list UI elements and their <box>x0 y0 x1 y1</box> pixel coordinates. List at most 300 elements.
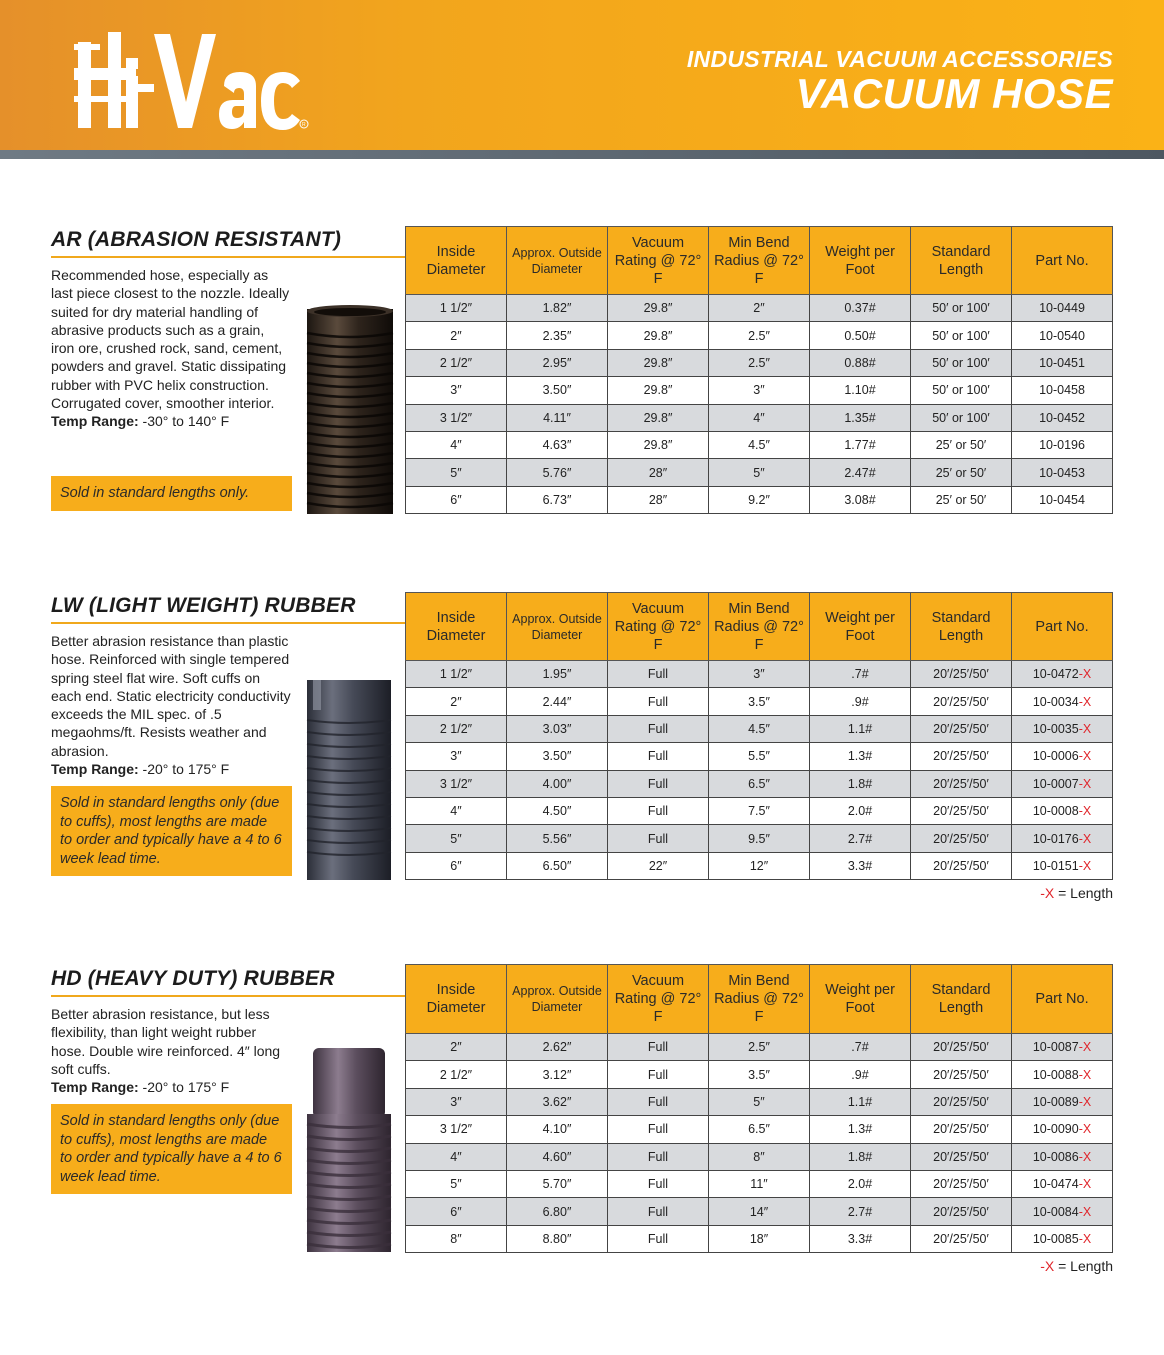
cell-weight-per-foot <box>810 743 911 770</box>
table-row <box>406 715 1113 742</box>
cell-weight-per-foot <box>810 322 911 349</box>
cell-vacuum-rating <box>608 1170 709 1197</box>
description-text: Better abrasion resistance than plastic hose. Reinforced with single tempered spring steel flat wire. Soft cuffs on each end. Static electricity conductivity exceeds the MIL spec. of .5 megaohms/ft. Resists weather and abrasion. <box>51 633 291 759</box>
inside-diameter-value: 4″ <box>450 804 462 819</box>
table-row <box>406 1034 1113 1061</box>
cell-min-bend-radius <box>709 1088 810 1115</box>
standard-length-value: 20′/25′/50′ <box>933 1067 989 1082</box>
table-body <box>406 661 1113 880</box>
min-bend-radius-value: 2.5″ <box>748 1040 770 1055</box>
cell-outside-diameter <box>507 377 608 404</box>
outside-diameter-value: 8.80″ <box>542 1231 572 1246</box>
table-row <box>406 770 1113 797</box>
table-row <box>406 1170 1113 1197</box>
cell-min-bend-radius <box>709 1198 810 1225</box>
cell-weight-per-foot <box>810 825 911 852</box>
part-no-value: 10-0474 <box>1032 1177 1079 1192</box>
cell-inside-diameter <box>406 1143 507 1170</box>
col-inside-diameter: Inside Diameter <box>406 965 507 1034</box>
cell-standard-length <box>911 459 1012 486</box>
standard-length-value: 20′/25′/50′ <box>933 1204 989 1219</box>
cell-vacuum-rating <box>608 770 709 797</box>
cell-part-no <box>1012 770 1113 797</box>
weight-per-foot-value: 2.0# <box>847 1177 873 1192</box>
length-legend <box>1040 885 1113 901</box>
cell-outside-diameter <box>507 661 608 688</box>
legend-text: = Length <box>1054 885 1113 901</box>
col-standard-length: Standard Length <box>911 227 1012 295</box>
part-no-value: 10-0086 <box>1032 1149 1079 1164</box>
part-no-value: 10-0196 <box>1039 438 1085 453</box>
cell-vacuum-rating <box>608 1034 709 1061</box>
section-rule <box>51 622 406 624</box>
cell-min-bend-radius <box>709 486 810 513</box>
standard-length-value: 20′/25′/50′ <box>933 858 989 873</box>
cell-outside-diameter <box>507 431 608 458</box>
col-outside-diameter: Approx. Outside Diameter <box>507 965 608 1034</box>
hd-spec-table <box>405 964 1113 1253</box>
outside-diameter-value: 6.73″ <box>542 492 572 507</box>
standard-length-value: 50′ or 100′ <box>932 410 990 425</box>
weight-per-foot-value: 1.35# <box>844 410 876 425</box>
cell-min-bend-radius <box>709 295 810 322</box>
table-row <box>406 377 1113 404</box>
temp-range-value: -30° to 140° F <box>142 413 230 430</box>
col-inside-diameter: Inside Diameter <box>406 227 507 295</box>
cell-outside-diameter <box>507 404 608 431</box>
col-part-no: Part No. <box>1012 593 1113 661</box>
standard-length-value: 20′/25′/50′ <box>933 1040 989 1055</box>
length-suffix: -X <box>1078 1040 1092 1055</box>
min-bend-radius-value: 4.5″ <box>748 438 770 453</box>
cell-weight-per-foot <box>810 1225 911 1252</box>
cell-part-no <box>1012 459 1113 486</box>
cell-outside-diameter <box>507 1116 608 1143</box>
cell-part-no <box>1012 825 1113 852</box>
inside-diameter-value: 2 1/2″ <box>439 1067 473 1082</box>
table-row <box>406 431 1113 458</box>
section-description <box>51 632 291 778</box>
standard-length-value: 20′/25′/50′ <box>933 694 989 709</box>
length-suffix: -X <box>1078 1204 1092 1219</box>
cell-vacuum-rating <box>608 1143 709 1170</box>
standard-length-value: 20′/25′/50′ <box>933 1177 989 1192</box>
table-row <box>406 688 1113 715</box>
part-no-value: 10-0454 <box>1039 492 1085 507</box>
min-bend-radius-value: 4″ <box>753 410 765 425</box>
weight-per-foot-value: 2.7# <box>847 1204 873 1219</box>
length-suffix: -X <box>1078 749 1092 764</box>
standard-length-value: 50′ or 100′ <box>932 301 990 316</box>
table-row <box>406 743 1113 770</box>
cell-standard-length <box>911 1170 1012 1197</box>
cell-min-bend-radius <box>709 852 810 879</box>
outside-diameter-value: 2.44″ <box>542 694 572 709</box>
cell-inside-diameter <box>406 431 507 458</box>
cell-outside-diameter <box>507 295 608 322</box>
cell-inside-diameter <box>406 1198 507 1225</box>
part-no-value: 10-0452 <box>1039 410 1085 425</box>
inside-diameter-value: 2″ <box>450 328 462 343</box>
cell-part-no <box>1012 322 1113 349</box>
inside-diameter-value: 3″ <box>450 749 462 764</box>
standard-length-value: 50′ or 100′ <box>932 328 990 343</box>
length-suffix: -X <box>1078 667 1092 682</box>
weight-per-foot-value: 3.08# <box>844 492 876 507</box>
cell-standard-length <box>911 715 1012 742</box>
cell-inside-diameter <box>406 295 507 322</box>
vacuum-rating-value: 22″ <box>648 858 668 873</box>
cell-standard-length <box>911 743 1012 770</box>
length-suffix: -X <box>1078 858 1092 873</box>
header-title: VACUUM HOSE <box>795 70 1113 117</box>
cell-inside-diameter <box>406 1116 507 1143</box>
col-min-bend-radius: Min Bend Radius @ 72° F <box>709 593 810 661</box>
weight-per-foot-value: 2.7# <box>847 831 873 846</box>
part-no-value: 10-0458 <box>1039 383 1085 398</box>
table-row <box>406 825 1113 852</box>
vacuum-rating-value: Full <box>647 1177 669 1192</box>
part-no-value: 10-0087 <box>1032 1040 1079 1055</box>
min-bend-radius-value: 5″ <box>753 465 765 480</box>
inside-diameter-value: 5″ <box>450 1177 462 1192</box>
min-bend-radius-value: 12″ <box>749 858 769 873</box>
cell-outside-diameter <box>507 1034 608 1061</box>
section-description <box>51 266 291 431</box>
weight-per-foot-value: .7# <box>851 1040 869 1055</box>
weight-per-foot-value: 2.0# <box>847 804 873 819</box>
standard-length-value: 25′ or 50′ <box>935 492 987 507</box>
min-bend-radius-value: 18″ <box>749 1231 769 1246</box>
vacuum-rating-value: Full <box>647 694 669 709</box>
outside-diameter-value: 5.70″ <box>542 1177 572 1192</box>
standard-length-value: 20′/25′/50′ <box>933 667 989 682</box>
cell-standard-length <box>911 431 1012 458</box>
table-row <box>406 1225 1113 1252</box>
inside-diameter-value: 6″ <box>450 492 462 507</box>
vacuum-rating-value: Full <box>647 1149 669 1164</box>
cell-vacuum-rating <box>608 715 709 742</box>
outside-diameter-value: 2.62″ <box>542 1040 572 1055</box>
outside-diameter-value: 5.56″ <box>542 831 572 846</box>
table-body <box>406 295 1113 514</box>
cell-vacuum-rating <box>608 1116 709 1143</box>
cell-outside-diameter <box>507 349 608 376</box>
cell-weight-per-foot <box>810 349 911 376</box>
min-bend-radius-value: 11″ <box>750 1177 768 1192</box>
table-row <box>406 1143 1113 1170</box>
inside-diameter-value: 8″ <box>450 1231 462 1246</box>
vacuum-rating-value: Full <box>647 721 669 736</box>
min-bend-radius-value: 4.5″ <box>748 721 770 736</box>
ar-hose-image <box>303 303 396 514</box>
inside-diameter-value: 1 1/2″ <box>439 667 473 682</box>
part-no-value: 10-0088 <box>1032 1067 1079 1082</box>
length-suffix: -X <box>1078 1177 1092 1192</box>
vacuum-rating-value: Full <box>647 776 669 791</box>
length-suffix: -X <box>1078 1231 1092 1246</box>
cell-inside-diameter <box>406 797 507 824</box>
weight-per-foot-value: 1.8# <box>847 1149 873 1164</box>
outside-diameter-value: 2.95″ <box>542 355 572 370</box>
cell-min-bend-radius <box>709 431 810 458</box>
vacuum-rating-value: 29.8″ <box>643 301 673 316</box>
outside-diameter-value: 4.63″ <box>542 438 572 453</box>
outside-diameter-value: 4.00″ <box>542 776 572 791</box>
length-suffix: -X <box>1078 1149 1092 1164</box>
cell-weight-per-foot <box>810 459 911 486</box>
cell-weight-per-foot <box>810 1198 911 1225</box>
cell-inside-diameter <box>406 770 507 797</box>
table-row <box>406 322 1113 349</box>
cell-vacuum-rating <box>608 1198 709 1225</box>
cell-part-no <box>1012 661 1113 688</box>
cell-min-bend-radius <box>709 715 810 742</box>
cell-weight-per-foot <box>810 688 911 715</box>
outside-diameter-value: 3.62″ <box>542 1094 572 1109</box>
col-standard-length: Standard Length <box>911 593 1012 661</box>
cell-standard-length <box>911 1088 1012 1115</box>
page-header <box>0 0 1164 150</box>
cell-part-no <box>1012 688 1113 715</box>
vacuum-rating-value: 29.8″ <box>643 383 673 398</box>
cell-weight-per-foot <box>810 1061 911 1088</box>
cell-standard-length <box>911 1198 1012 1225</box>
temp-range-value: -20° to 175° F <box>142 761 230 778</box>
cell-min-bend-radius <box>709 1116 810 1143</box>
cell-inside-diameter <box>406 486 507 513</box>
vacuum-rating-value: 29.8″ <box>643 410 673 425</box>
ar-spec-table <box>405 226 1113 514</box>
table-row <box>406 1116 1113 1143</box>
col-standard-length: Standard Length <box>911 965 1012 1034</box>
svg-text:R: R <box>302 122 306 128</box>
cell-vacuum-rating <box>608 661 709 688</box>
cell-weight-per-foot <box>810 661 911 688</box>
cell-vacuum-rating <box>608 1088 709 1115</box>
cell-standard-length <box>911 825 1012 852</box>
weight-per-foot-value: 2.47# <box>844 465 876 480</box>
weight-per-foot-value: 1.3# <box>847 749 873 764</box>
cell-part-no <box>1012 1143 1113 1170</box>
vacuum-rating-value: 28″ <box>648 465 668 480</box>
outside-diameter-value: 3.50″ <box>542 383 572 398</box>
length-suffix: -X <box>1078 721 1092 736</box>
cell-part-no <box>1012 715 1113 742</box>
cell-inside-diameter <box>406 852 507 879</box>
cell-standard-length <box>911 377 1012 404</box>
min-bend-radius-value: 7.5″ <box>748 804 770 819</box>
vacuum-rating-value: Full <box>647 804 669 819</box>
cell-vacuum-rating <box>608 825 709 852</box>
min-bend-radius-value: 3.5″ <box>748 1067 770 1082</box>
inside-diameter-value: 3 1/2″ <box>439 776 473 791</box>
cell-weight-per-foot <box>810 377 911 404</box>
lw-hose-image <box>303 676 396 880</box>
vacuum-rating-value: Full <box>647 831 669 846</box>
section-rule <box>51 995 406 997</box>
weight-per-foot-value: 1.8# <box>847 776 873 791</box>
part-no-value: 10-0540 <box>1039 328 1085 343</box>
length-suffix: -X <box>1078 776 1092 791</box>
part-no-value: 10-0090 <box>1032 1122 1079 1137</box>
legend-text: = Length <box>1054 1258 1113 1274</box>
cell-vacuum-rating <box>608 431 709 458</box>
cell-min-bend-radius <box>709 377 810 404</box>
min-bend-radius-value: 3″ <box>753 667 765 682</box>
col-outside-diameter: Approx. Outside Diameter <box>507 593 608 661</box>
cell-vacuum-rating <box>608 852 709 879</box>
header-divider-bar <box>0 150 1164 159</box>
cell-vacuum-rating <box>608 688 709 715</box>
cell-part-no <box>1012 743 1113 770</box>
table-row <box>406 1088 1113 1115</box>
cell-standard-length <box>911 486 1012 513</box>
cell-inside-diameter <box>406 688 507 715</box>
cell-weight-per-foot <box>810 1116 911 1143</box>
cell-min-bend-radius <box>709 1170 810 1197</box>
inside-diameter-value: 6″ <box>450 858 462 873</box>
min-bend-radius-value: 9.5″ <box>748 831 770 846</box>
cell-vacuum-rating <box>608 322 709 349</box>
outside-diameter-value: 6.50″ <box>542 858 572 873</box>
cell-part-no <box>1012 1225 1113 1252</box>
col-vacuum-rating: Vacuum Rating @ 72° F <box>608 227 709 295</box>
min-bend-radius-value: 14″ <box>749 1204 769 1219</box>
outside-diameter-value: 4.10″ <box>542 1122 572 1137</box>
cell-inside-diameter <box>406 715 507 742</box>
cell-outside-diameter <box>507 1225 608 1252</box>
length-suffix: -X <box>1078 831 1092 846</box>
inside-diameter-value: 4″ <box>450 1149 462 1164</box>
vacuum-rating-value: Full <box>647 1204 669 1219</box>
inside-diameter-value: 3″ <box>450 1094 462 1109</box>
cell-vacuum-rating <box>608 743 709 770</box>
inside-diameter-value: 3 1/2″ <box>439 410 473 425</box>
vacuum-rating-value: 29.8″ <box>643 328 673 343</box>
cell-min-bend-radius <box>709 743 810 770</box>
part-no-value: 10-0034 <box>1032 694 1079 709</box>
cell-weight-per-foot <box>810 852 911 879</box>
length-suffix: -X <box>1078 1094 1092 1109</box>
cell-vacuum-rating <box>608 377 709 404</box>
vacuum-rating-value: Full <box>647 1231 669 1246</box>
cell-weight-per-foot <box>810 715 911 742</box>
cell-standard-length <box>911 404 1012 431</box>
weight-per-foot-value: 1.1# <box>847 721 873 736</box>
outside-diameter-value: 1.95″ <box>542 667 572 682</box>
cell-weight-per-foot <box>810 1143 911 1170</box>
outside-diameter-value: 6.80″ <box>542 1204 572 1219</box>
standard-length-value: 20′/25′/50′ <box>933 804 989 819</box>
weight-per-foot-value: 0.88# <box>844 355 876 370</box>
cell-vacuum-rating <box>608 459 709 486</box>
cell-inside-diameter <box>406 1088 507 1115</box>
min-bend-radius-value: 9.2″ <box>748 492 770 507</box>
cell-weight-per-foot <box>810 770 911 797</box>
temp-range-label: Temp Range: <box>51 413 139 430</box>
col-min-bend-radius: Min Bend Radius @ 72° F <box>709 227 810 295</box>
cell-min-bend-radius <box>709 349 810 376</box>
cell-part-no <box>1012 404 1113 431</box>
vacuum-rating-value: Full <box>647 1094 669 1109</box>
cell-inside-diameter <box>406 1225 507 1252</box>
cell-inside-diameter <box>406 322 507 349</box>
standard-length-value: 50′ or 100′ <box>932 355 990 370</box>
section-rule <box>51 256 406 258</box>
table-row <box>406 459 1113 486</box>
cell-inside-diameter <box>406 377 507 404</box>
sold-note: Sold in standard lengths only (due to cuffs), most lengths are made to order and typically have a 4 to 6 week lead time. <box>51 1104 292 1194</box>
length-legend <box>1040 1258 1113 1274</box>
cell-inside-diameter <box>406 404 507 431</box>
description-text: Recommended hose, especially as last piece closest to the nozzle. Ideally suited for dry material handling of abrasive products such as a grain, iron ore, crushed rock, sand, cement, powders and gravel. Static dissipating rubber with PVC helix construction. Corrugated cover, smoother interior. <box>51 267 290 412</box>
cell-min-bend-radius <box>709 1143 810 1170</box>
cell-outside-diameter <box>507 459 608 486</box>
cell-part-no <box>1012 852 1113 879</box>
weight-per-foot-value: 0.37# <box>844 301 876 316</box>
part-no-value: 10-0176 <box>1032 831 1079 846</box>
cell-standard-length <box>911 295 1012 322</box>
inside-diameter-value: 4″ <box>450 438 462 453</box>
cell-outside-diameter <box>507 797 608 824</box>
sold-note: Sold in standard lengths only. <box>51 476 292 511</box>
weight-per-foot-value: 0.50# <box>844 328 876 343</box>
cell-outside-diameter <box>507 715 608 742</box>
section-title: HD (HEAVY DUTY) RUBBER <box>51 967 335 990</box>
cell-inside-diameter <box>406 661 507 688</box>
col-min-bend-radius: Min Bend Radius @ 72° F <box>709 965 810 1034</box>
legend-suffix: -X <box>1040 885 1055 901</box>
vacuum-rating-value: Full <box>647 1040 669 1055</box>
cell-standard-length <box>911 349 1012 376</box>
min-bend-radius-value: 8″ <box>753 1149 765 1164</box>
cell-outside-diameter <box>507 688 608 715</box>
cell-inside-diameter <box>406 1034 507 1061</box>
lw-spec-table <box>405 592 1113 880</box>
cell-part-no <box>1012 1116 1113 1143</box>
part-no-value: 10-0453 <box>1039 465 1085 480</box>
weight-per-foot-value: .9# <box>851 1067 869 1082</box>
cell-min-bend-radius <box>709 1034 810 1061</box>
cell-min-bend-radius <box>709 404 810 431</box>
min-bend-radius-value: 3″ <box>753 383 765 398</box>
cell-min-bend-radius <box>709 797 810 824</box>
min-bend-radius-value: 5.5″ <box>748 749 770 764</box>
part-no-value: 10-0035 <box>1032 721 1079 736</box>
min-bend-radius-value: 6.5″ <box>748 776 770 791</box>
part-no-value: 10-0089 <box>1032 1094 1079 1109</box>
weight-per-foot-value: 1.77# <box>844 438 876 453</box>
col-part-no: Part No. <box>1012 227 1113 295</box>
cell-standard-length <box>911 688 1012 715</box>
cell-outside-diameter <box>507 852 608 879</box>
part-no-value: 10-0449 <box>1039 301 1085 316</box>
cell-vacuum-rating <box>608 349 709 376</box>
outside-diameter-value: 3.03″ <box>542 721 572 736</box>
inside-diameter-value: 2″ <box>450 1040 462 1055</box>
min-bend-radius-value: 2″ <box>753 301 765 316</box>
section-title: LW (LIGHT WEIGHT) RUBBER <box>51 594 356 617</box>
cell-part-no <box>1012 1034 1113 1061</box>
inside-diameter-value: 2 1/2″ <box>439 721 473 736</box>
cell-min-bend-radius <box>709 825 810 852</box>
standard-length-value: 20′/25′/50′ <box>933 1231 989 1246</box>
table-row <box>406 661 1113 688</box>
cell-part-no <box>1012 1061 1113 1088</box>
weight-per-foot-value: 1.1# <box>847 1094 873 1109</box>
hd-hose-image <box>303 1044 396 1252</box>
